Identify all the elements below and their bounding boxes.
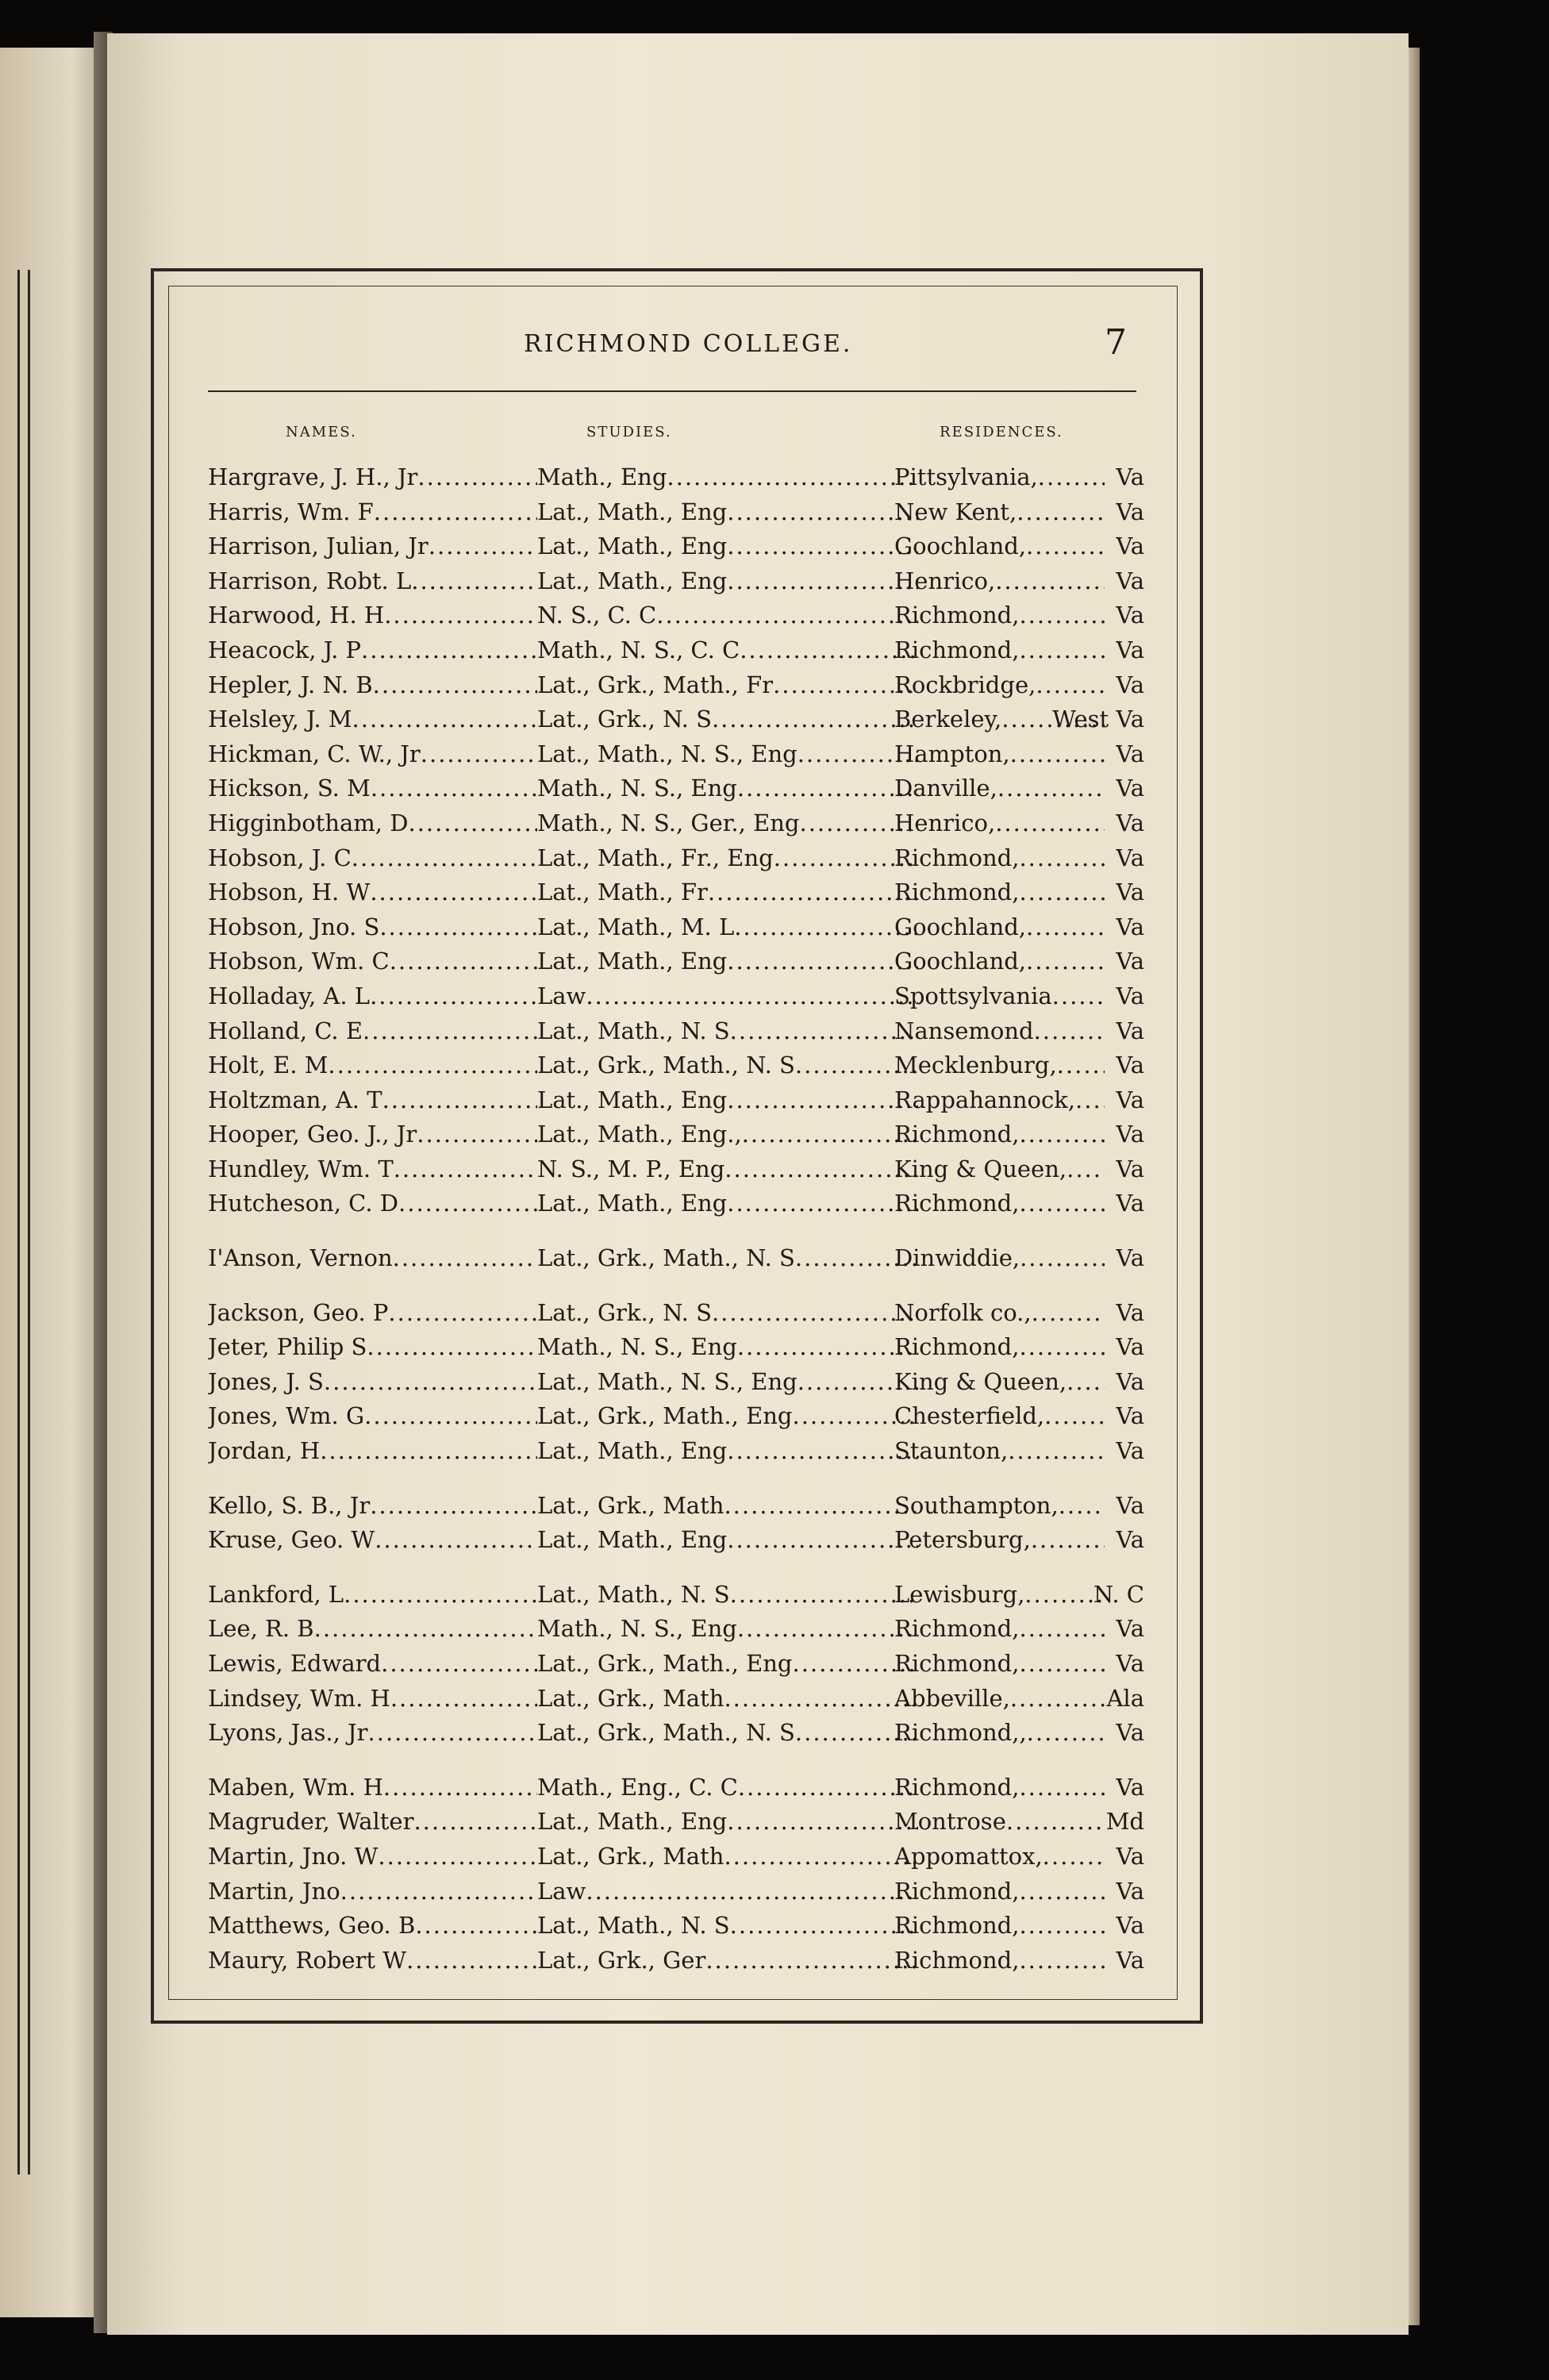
list-item [208, 1399, 1144, 1434]
student-residence: Appomattox, ..... [894, 1840, 1105, 1874]
student-residence: Nansemond ..... [894, 1014, 1105, 1049]
student-name: Hargrave, J. H., Jr ..... [208, 460, 537, 495]
student-state: Va [1116, 1842, 1144, 1870]
list-item [208, 1682, 1144, 1717]
student-studies: Math., N. S., C. C ..... [537, 633, 918, 668]
student-name: Hickman, C. W., Jr ..... [208, 737, 537, 772]
column-header-studies: STUDIES. [586, 424, 672, 440]
student-studies: Lat., Math., Eng ..... [537, 944, 918, 979]
student-state: Va [1116, 740, 1144, 767]
student-residence: Hampton, ..... [894, 737, 1105, 772]
list-item [208, 806, 1144, 841]
student-state: Va [1116, 1298, 1144, 1326]
student-state: Va [1116, 1437, 1144, 1465]
student-residence: Henrico, ..... [894, 806, 1105, 841]
student-state: Va [1116, 602, 1144, 629]
list-item [208, 1805, 1144, 1840]
student-residence: Henrico, ..... [894, 564, 1105, 599]
student-residence: Dinwiddie, ..... [894, 1241, 1105, 1276]
student-residence: Richmond,, ..... [894, 1716, 1105, 1751]
student-name: Lankford, L ..... [208, 1578, 537, 1613]
student-name: Lyons, Jas., Jr ..... [208, 1716, 537, 1751]
student-name: I'Anson, Vernon ..... [208, 1241, 537, 1276]
student-list [208, 460, 1144, 1978]
student-studies: Lat., Grk., N. S ..... [537, 1296, 918, 1331]
student-studies: Lat., Grk., Ger ..... [537, 1944, 918, 1978]
student-residence: Petersburg, ..... [894, 1523, 1105, 1558]
student-residence: Richmond, ..... [894, 1117, 1105, 1152]
list-item [208, 1365, 1144, 1400]
student-studies: Lat., Math., N. S ..... [537, 1014, 918, 1049]
list-item [208, 1186, 1144, 1221]
student-studies: Lat., Math., Eng ..... [537, 1805, 918, 1840]
student-residence: Goochland, ..... [894, 944, 1105, 979]
list-item [208, 1944, 1144, 1978]
student-studies: Lat., Grk., Math ..... [537, 1489, 918, 1524]
student-residence: Southampton, ..... [894, 1489, 1105, 1524]
list-item [208, 529, 1144, 564]
student-studies: Lat., Grk., Math., N. S ..... [537, 1241, 918, 1276]
student-studies: Math., Eng., C. C ..... [537, 1771, 918, 1805]
student-state: Va [1116, 567, 1144, 594]
student-name: Harris, Wm. F ..... [208, 495, 537, 530]
student-state: Md [1105, 1808, 1144, 1836]
list-item [208, 737, 1144, 772]
student-name: Lee, R. B ..... [208, 1612, 537, 1647]
student-name: Kello, S. B., Jr ..... [208, 1489, 537, 1524]
list-item [208, 910, 1144, 945]
student-name: Lindsey, Wm. H ..... [208, 1682, 537, 1717]
list-item [208, 598, 1144, 633]
student-state: Va [1116, 1402, 1144, 1430]
student-state: Va [1116, 879, 1144, 906]
student-state: Va [1116, 1615, 1144, 1643]
student-studies: Lat., Grk., Math., Eng ..... [537, 1399, 918, 1434]
list-item [208, 1874, 1144, 1909]
list-item [208, 1612, 1144, 1647]
student-state: Va [1116, 1190, 1144, 1217]
student-state: Va [1116, 1017, 1144, 1044]
student-studies: Math., N. S., Ger., Eng ..... [537, 806, 918, 841]
student-studies: Lat., Grk., Math., Fr ..... [537, 668, 918, 703]
student-residence: Richmond, ..... [894, 875, 1105, 910]
list-item [208, 841, 1144, 876]
student-name: Higginbotham, D ..... [208, 806, 537, 841]
student-residence: Richmond, ..... [894, 633, 1105, 668]
student-state: N. C [1093, 1580, 1144, 1608]
student-state: Va [1116, 1155, 1144, 1182]
student-studies: Math., N. S., Eng ..... [537, 1330, 918, 1365]
student-name: Heacock, J. P ..... [208, 633, 537, 668]
student-name: Hobson, J. C ..... [208, 841, 537, 876]
student-studies: Lat., Math., N. S., Eng ..... [537, 737, 918, 772]
student-residence: Richmond, ..... [894, 598, 1105, 633]
student-studies: Lat., Math., Eng ..... [537, 495, 918, 530]
student-state: Va [1116, 1052, 1144, 1079]
student-residence: King & Queen, ..... [894, 1152, 1105, 1187]
student-state: Va [1116, 1491, 1144, 1519]
student-state: Va [1116, 913, 1144, 940]
student-studies: Lat., Math., N. S., Eng ..... [537, 1365, 918, 1400]
student-name: Matthews, Geo. B ..... [208, 1909, 537, 1944]
list-item [208, 1578, 1144, 1613]
student-state: Va [1116, 1946, 1144, 1974]
student-name: Martin, Jno ..... [208, 1874, 537, 1909]
student-studies: Lat., Grk., Math ..... [537, 1840, 918, 1874]
student-name: Jordan, H ..... [208, 1434, 537, 1469]
running-head [190, 322, 1143, 367]
list-item [208, 495, 1144, 530]
left-page-edge [0, 48, 103, 2317]
student-residence: Abbeville, ..... [894, 1682, 1105, 1717]
list-item [208, 1840, 1144, 1874]
student-studies: Lat., Grk., Math ..... [537, 1682, 918, 1717]
column-header-residences: RESIDENCES. [940, 424, 1063, 440]
student-state: Va [1116, 775, 1144, 802]
student-name: Kruse, Geo. W ..... [208, 1523, 537, 1558]
student-name: Hepler, J. N. B ..... [208, 668, 537, 703]
left-page-frame-edge [17, 270, 30, 2174]
student-residence: Richmond, ..... [894, 1186, 1105, 1221]
student-residence: Richmond, ..... [894, 841, 1105, 876]
list-item [208, 668, 1144, 703]
student-residence: New Kent, ..... [894, 495, 1105, 530]
student-name: Hutcheson, C. D ..... [208, 1186, 537, 1221]
student-studies: Lat., Math., Eng ..... [537, 1523, 918, 1558]
list-item [208, 1771, 1144, 1805]
student-studies: Lat., Grk., Math., N. S ..... [537, 1048, 918, 1083]
student-name: Jones, J. S ..... [208, 1365, 537, 1400]
header-rule [208, 390, 1136, 392]
student-name: Harrison, Julian, Jr ..... [208, 529, 537, 564]
student-residence: Chesterfield, ..... [894, 1399, 1105, 1434]
student-name: Hooper, Geo. J., Jr ..... [208, 1117, 537, 1152]
list-item [208, 1117, 1144, 1152]
student-studies: Lat., Grk., Math., N. S ..... [537, 1716, 918, 1751]
student-residence: Richmond, ..... [894, 1612, 1105, 1647]
list-item [208, 1489, 1144, 1524]
student-state: Va [1116, 1719, 1144, 1747]
student-name: Lewis, Edward ..... [208, 1647, 537, 1682]
student-state: Va [1116, 463, 1144, 490]
list-item [208, 702, 1144, 737]
page-number: 7 [1105, 322, 1127, 363]
student-name: Jackson, Geo. P ..... [208, 1296, 537, 1331]
student-studies: Lat., Math., Fr ..... [537, 875, 918, 910]
student-name: Jones, Wm. G ..... [208, 1399, 537, 1434]
list-item [208, 1048, 1144, 1083]
column-headers [0, 424, 1549, 448]
student-residence: Montrose ..... [894, 1805, 1105, 1840]
student-name: Harwood, H. H ..... [208, 598, 537, 633]
student-name: Harrison, Robt. L ..... [208, 564, 537, 599]
student-residence: Richmond, ..... [894, 1909, 1105, 1944]
list-item [208, 460, 1144, 495]
list-item [208, 633, 1144, 668]
list-item [208, 564, 1144, 599]
student-name: Hobson, H. W ..... [208, 875, 537, 910]
list-item [208, 1716, 1144, 1751]
student-state: Va [1116, 498, 1144, 525]
student-state: West Va [1052, 706, 1144, 733]
student-residence: Spottsylvania ..... [894, 979, 1105, 1014]
student-name: Hundley, Wm. T ..... [208, 1152, 537, 1187]
student-state: Va [1116, 1333, 1144, 1361]
student-state: Va [1116, 636, 1144, 663]
student-studies: Lat., Math., M. L ..... [537, 910, 918, 945]
student-name: Holt, E. M ..... [208, 1048, 537, 1083]
student-residence: Berkeley, ..... [894, 702, 1105, 737]
student-state: Va [1116, 1912, 1144, 1940]
student-residence: Goochland, ..... [894, 529, 1105, 564]
page-title: RICHMOND COLLEGE. [524, 330, 853, 358]
student-residence: Rappahannock, ..... [894, 1083, 1105, 1118]
list-item [208, 1296, 1144, 1331]
student-studies: Lat., Math., Eng ..... [537, 1083, 918, 1118]
student-residence: Staunton, ..... [894, 1434, 1105, 1469]
student-studies: N. S., M. P., Eng ..... [537, 1152, 918, 1187]
student-name: Holladay, A. L ..... [208, 979, 537, 1014]
student-studies: Math., N. S., Eng ..... [537, 771, 918, 806]
list-item [208, 1014, 1144, 1049]
student-residence: King & Queen, ..... [894, 1365, 1105, 1400]
student-studies: Law ..... [537, 1874, 918, 1909]
student-state: Va [1116, 671, 1144, 698]
student-residence: Richmond, ..... [894, 1874, 1105, 1909]
student-state: Va [1116, 1526, 1144, 1554]
student-name: Maury, Robert W ..... [208, 1944, 537, 1978]
student-residence: Richmond, ..... [894, 1944, 1105, 1978]
student-state: Va [1116, 1086, 1144, 1113]
student-residence: Lewisburg, ..... [894, 1578, 1105, 1613]
list-item [208, 1241, 1144, 1276]
student-studies: Lat., Math., Eng ..... [537, 564, 918, 599]
student-studies: Lat., Math., N. S ..... [537, 1909, 918, 1944]
student-name: Hickson, S. M ..... [208, 771, 537, 806]
student-name: Holtzman, A. T ..... [208, 1083, 537, 1118]
student-state: Va [1116, 1367, 1144, 1395]
student-studies: Lat., Math., Eng ..... [537, 529, 918, 564]
list-item [208, 875, 1144, 910]
student-name: Hobson, Wm. C ..... [208, 944, 537, 979]
student-name: Helsley, J. M ..... [208, 702, 537, 737]
student-studies: Lat., Math., Eng., ..... [537, 1117, 918, 1152]
column-header-names: NAMES. [286, 424, 357, 440]
student-state: Va [1116, 809, 1144, 836]
student-residence: Rockbridge, ..... [894, 668, 1105, 703]
list-item [208, 1152, 1144, 1187]
student-state: Va [1116, 982, 1144, 1009]
student-residence: Danville, ..... [894, 771, 1105, 806]
student-state: Ala [1106, 1684, 1144, 1712]
student-residence: Richmond, ..... [894, 1330, 1105, 1365]
student-residence: Richmond, ..... [894, 1647, 1105, 1682]
student-residence: Goochland, ..... [894, 910, 1105, 945]
student-residence: Norfolk co., ..... [894, 1296, 1105, 1331]
list-item [208, 979, 1144, 1014]
student-state: Va [1116, 1650, 1144, 1677]
student-residence: Richmond, ..... [894, 1771, 1105, 1805]
student-name: Maben, Wm. H ..... [208, 1771, 537, 1805]
list-item [208, 1083, 1144, 1118]
student-state: Va [1116, 948, 1144, 975]
student-studies: Lat., Math., Fr., Eng ..... [537, 841, 918, 876]
page-edge [1409, 48, 1420, 2325]
list-item [208, 1523, 1144, 1558]
student-studies: Lat., Math., N. S ..... [537, 1578, 918, 1613]
student-state: Va [1116, 1877, 1144, 1905]
student-name: Jeter, Philip S ..... [208, 1330, 537, 1365]
list-item [208, 1434, 1144, 1469]
student-state: Va [1116, 1121, 1144, 1148]
student-studies: Lat., Grk., Math., Eng ..... [537, 1647, 918, 1682]
student-state: Va [1116, 844, 1144, 871]
student-state: Va [1116, 533, 1144, 560]
student-name: Magruder, Walter ..... [208, 1805, 537, 1840]
student-residence: Mecklenburg, ..... [894, 1048, 1105, 1083]
student-residence: Pittsylvania, ..... [894, 460, 1105, 495]
student-studies: Lat., Grk., N. S ..... [537, 702, 918, 737]
list-item [208, 1330, 1144, 1365]
student-name: Holland, C. E ..... [208, 1014, 537, 1049]
student-state: Va [1116, 1244, 1144, 1272]
student-studies: Law ..... [537, 979, 918, 1014]
student-studies: Math., N. S., Eng ..... [537, 1612, 918, 1647]
student-studies: Lat., Math., Eng ..... [537, 1186, 918, 1221]
student-state: Va [1116, 1773, 1144, 1801]
student-name: Martin, Jno. W ..... [208, 1840, 537, 1874]
list-item [208, 1909, 1144, 1944]
list-item [208, 771, 1144, 806]
student-name: Hobson, Jno. S ..... [208, 910, 537, 945]
list-item [208, 944, 1144, 979]
list-item [208, 1647, 1144, 1682]
student-studies: Lat., Math., Eng ..... [537, 1434, 918, 1469]
student-studies: Math., Eng ..... [537, 460, 918, 495]
student-studies: N. S., C. C ..... [537, 598, 918, 633]
